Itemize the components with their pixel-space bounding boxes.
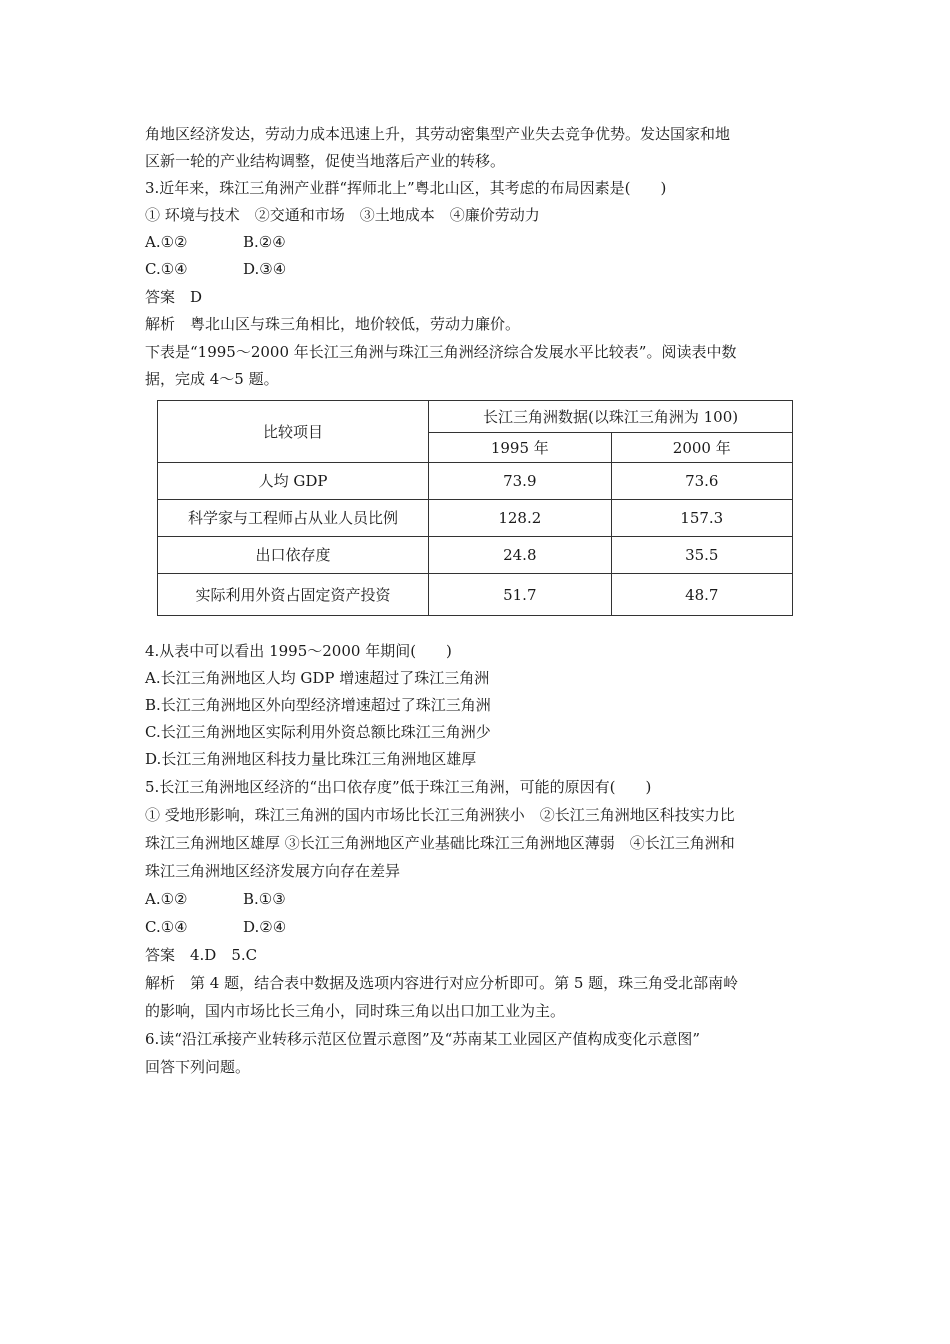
table-intro-line-2: 据，完成 4～5 题。 xyxy=(145,370,279,388)
question-6-stem-line-2: 回答下列问题。 xyxy=(145,1058,251,1076)
table-intro-line-1: 下表是“1995～2000 年长江三角洲与珠江三角洲经济综合发展水平比较表”。阅读表中数 xyxy=(145,343,737,361)
intro-text-line-1: 角地区经济发达，劳动力成本迅速上升，其劳动密集型产业失去竞争优势。发达国家和地 xyxy=(145,125,731,143)
table-cell-1995: 128.2 xyxy=(429,500,611,537)
table-cell-item: 科学家与工程师占从业人员比例 xyxy=(158,500,429,537)
questions-4-5-analysis-line-1: 解析 第 4 题，结合表中数据及选项内容进行对应分析即可。第 5 题，珠三角受北部南岭 xyxy=(145,974,739,992)
question-3-option-b: B.②④ xyxy=(243,233,286,251)
question-5-items-line-1: ① 受地形影响，珠江三角洲的国内市场比长江三角洲狭小 ②长江三角洲地区科技实力比 xyxy=(145,806,735,824)
table-cell-item: 人均 GDP xyxy=(158,463,429,500)
question-4-stem: 4.从表中可以看出 1995～2000 年期间( ) xyxy=(145,642,452,660)
table-cell-1995: 51.7 xyxy=(429,574,611,616)
question-3-analysis: 解析 粤北山区与珠三角相比，地价较低，劳动力廉价。 xyxy=(145,315,521,333)
table-row xyxy=(158,537,793,574)
question-6-stem-line-1: 6.读“沿江承接产业转移示范区位置示意图”及“苏南某工业园区产值构成变化示意图” xyxy=(145,1030,700,1048)
table-cell-item: 出口依存度 xyxy=(158,537,429,574)
question-3-option-a: A.①② xyxy=(145,233,188,251)
table-cell-2000: 48.7 xyxy=(611,574,792,616)
question-4-option-b: B.长江三角洲地区外向型经济增速超过了珠江三角洲 xyxy=(145,696,491,714)
question-4-option-d: D.长江三角洲地区科技力量比珠江三角洲地区雄厚 xyxy=(145,750,477,768)
question-5-option-d: D.②④ xyxy=(243,918,287,936)
question-5-items-line-2: 珠江三角洲地区雄厚 ③长江三角洲地区产业基础比珠江三角洲地区薄弱 ④长江三角洲和 xyxy=(145,834,735,852)
table-cell-item: 实际利用外资占固定资产投资 xyxy=(158,574,429,616)
table-header-year-1995: 1995 年 xyxy=(429,433,611,463)
question-3-stem: 3.近年来，珠江三角洲产业群“挥师北上”粤北山区，其考虑的布局因素是( ) xyxy=(145,179,667,197)
question-3-option-d: D.③④ xyxy=(243,260,287,278)
table-cell-1995: 73.9 xyxy=(429,463,611,500)
question-3-items: ① 环境与技术 ②交通和市场 ③土地成本 ④廉价劳动力 xyxy=(145,206,540,224)
intro-text-line-2: 区新一轮的产业结构调整，促使当地落后产业的转移。 xyxy=(145,152,506,170)
question-5-option-c: C.①④ xyxy=(145,918,188,936)
table-header-year-2000: 2000 年 xyxy=(611,433,792,463)
table-cell-2000: 73.6 xyxy=(611,463,792,500)
question-5-stem: 5.长江三角洲地区经济的“出口依存度”低于珠江三角洲，可能的原因有( ) xyxy=(145,778,652,796)
table-row xyxy=(158,500,793,537)
question-3-answer: 答案 D xyxy=(145,288,203,306)
question-5-option-b: B.①③ xyxy=(243,890,286,908)
table-cell-1995: 24.8 xyxy=(429,537,611,574)
table-header-row xyxy=(158,401,793,433)
question-5-items-line-3: 珠江三角洲地区经济发展方向存在差异 xyxy=(145,862,401,880)
table-header-item: 比较项目 xyxy=(158,401,429,463)
questions-4-5-analysis-line-2: 的影响，国内市场比长三角小，同时珠三角以出口加工业为主。 xyxy=(145,1002,566,1020)
question-4-option-a: A.长江三角洲地区人均 GDP 增速超过了珠江三角洲 xyxy=(145,669,490,687)
table-header-group: 长江三角洲数据(以珠江三角洲为 100) xyxy=(429,401,793,433)
question-3-option-c: C.①④ xyxy=(145,260,188,278)
table-row xyxy=(158,463,793,500)
table-row xyxy=(158,574,793,616)
question-5-option-a: A.①② xyxy=(145,890,188,908)
question-4-option-c: C.长江三角洲地区实际利用外资总额比珠江三角洲少 xyxy=(145,723,491,741)
questions-4-5-answer: 答案 4.D 5.C xyxy=(145,946,258,964)
comparison-table xyxy=(157,400,793,616)
table-cell-2000: 35.5 xyxy=(611,537,792,574)
table-cell-2000: 157.3 xyxy=(611,500,792,537)
